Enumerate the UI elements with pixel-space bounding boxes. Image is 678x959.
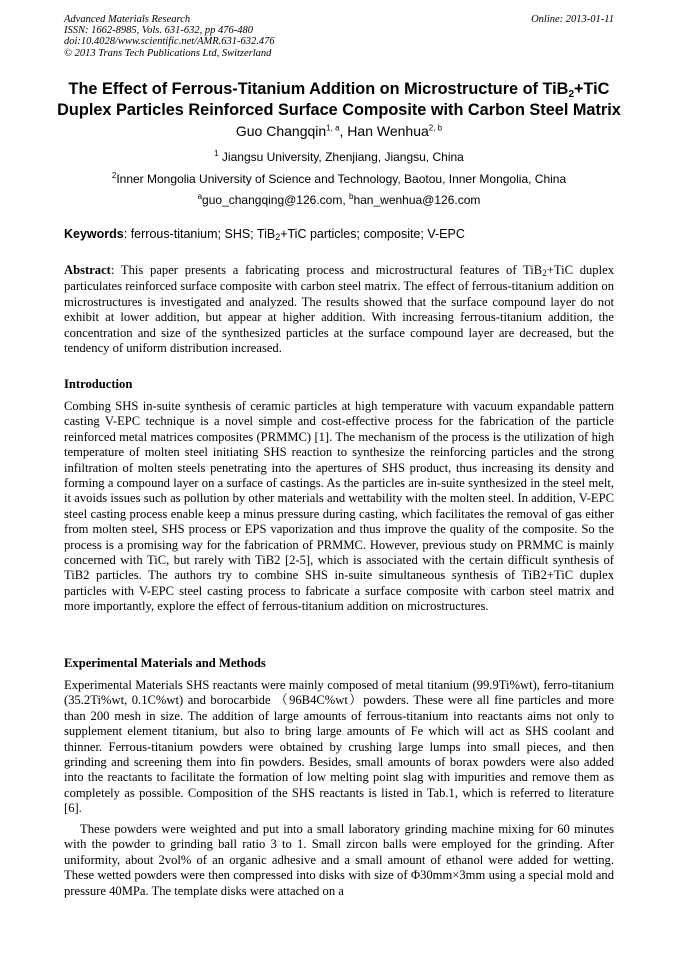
title-line-1: The Effect of Ferrous-Titanium Addition on Microstructure of TiB2+TiC: [68, 80, 610, 100]
abstract: Abstract: This paper presents a fabricating process and microstructural features of TiB2+TiC duplex particulates reinforced surface composite with carbon steel matrix. The effect of ferrous-titanium addition on microstructures is investigated and analyzed. The results showed that the surface compound layer do not exhibit at lower addition, but appear at higher addition. With increasing ferrous-titanium addition, the concentration and size of the synthesized particles at the surface compound layer are decreased, but the tendency of uniform distribution increased.: [64, 263, 614, 356]
author-list: Guo Changqin$^{1, a}$, Han Wenhua$^{2, b}$: [235, 123, 443, 139]
introduction-text: Combing SHS in-suite synthesis of ceramic particles at high temperature with vacuum expandable pattern casting V-EPC technique is a novel simple and cost-effective process for the fabrication of the particle reinforced metal matrices composites (PRMMC) [1]. The mechanism of the process is the utilization of high temperature of molten steel initiating SHS reaction to synthesize the reinforcing particles and the strong infiltration of molten steels penetrating into the apertures of SHS product, thus increasing its density and forming a compound layer on a surface of castings. As the particles are in-suite synthesized in the steel melt, it avoids issues such as pollution by other materials and wettability with the molten steel. In addition, V-EPC steel casting process enable keep a minus pressure during casting, which facilitates the removal of gas either from molten steel, SHS process or EPS vaporization and thus improve the quality of the composite. So the process is a promising way for the fabrication of PRMMC. However, previous study on PRMMC is mainly concerned with TiC, but rarely with TiB2 [2-5], which is associated with the certain difficult synthesis of TiB2 particles. The authors try to combine SHS in-suite simultaneous synthesis of TiB2+TiC duplex particles with V-EPC steel casting process to fabricate a surface composite with carbon steel matrix and more importantly, explore the effect of ferrous-titanium addition on microstructures.: [64, 399, 614, 614]
journal-name: Advanced Materials Research: [64, 14, 191, 25]
keywords: Keywords: ferrous-titanium; SHS; TiB2+TiC particles; composite; V-EPC: [64, 227, 465, 242]
author-emails: $^a$guo_changqing@126.com, $^b$han_wenhua@126.com: [197, 192, 481, 207]
methods-paragraph-1: Experimental Materials SHS reactants were mainly composed of metal titanium (99.9Ti%wt), ferro-titanium (35.2Ti%wt, 0.1C%wt) and borocarbide （96B4C%wt）powders. These were all fine particles and more than 200 mesh in size. The addition of large amounts of ferrous-titanium into reactants aims not only to supplement element titanium, but also to bring large amounts of Fe which will act as SHS coolant and thinner. Ferrous-titanium powders were obtained by crushing large lumps into small pieces, and then grinding and screening them into fin powders. Besides, small amounts of borax powders were also added into the reactants to facilitate the formation of low melting point slag with impurities and remove them as completely as possible. Composition of the SHS reactants is listed in Tab.1, which is referred to literature [6].: [64, 678, 614, 816]
author-2: Han Wenhua: [347, 123, 429, 139]
issn-line: ISSN: 1662-8985, Vols. 631-632, pp 476-480: [64, 25, 253, 37]
title-line-2: Duplex Particles Reinforced Surface Composite with Carbon Steel Matrix: [57, 101, 621, 119]
paper-title: [40, 80, 638, 120]
methods-paragraph-2: These powders were weighted and put into a small laboratory grinding machine mixing for 60 minutes with the powder to grinding ball ratio 3 to 1. Small zircon balls were employed for the grinding. After uniformity, about 2vol% of an organic adhesive and a small amount of ethanol were added for wetting. These wetted powders were then compressed into disks with size of Φ30mm×3mm using a special mold and pressure 40MPa. The template disks were attached on a: [64, 822, 614, 898]
introduction-heading: Introduction: [64, 377, 133, 391]
author-1: Guo Changqin: [235, 123, 327, 139]
methods-heading: Experimental Materials and Methods: [64, 656, 266, 670]
affiliation-1: $^1$ Jiangsu University, Zhenjiang, Jiangsu, China: [214, 149, 464, 164]
affiliation-2: $^2$Inner Mongolia University of Science and Technology, Baotou, Inner Mongolia, China: [111, 171, 567, 186]
online-date: Online: 2013-01-11: [531, 14, 614, 25]
copyright-line: © 2013 Trans Tech Publications Ltd, Switzerland: [64, 47, 272, 59]
doi-line: doi:10.4028/www.scientific.net/AMR.631-632.476: [64, 36, 275, 48]
